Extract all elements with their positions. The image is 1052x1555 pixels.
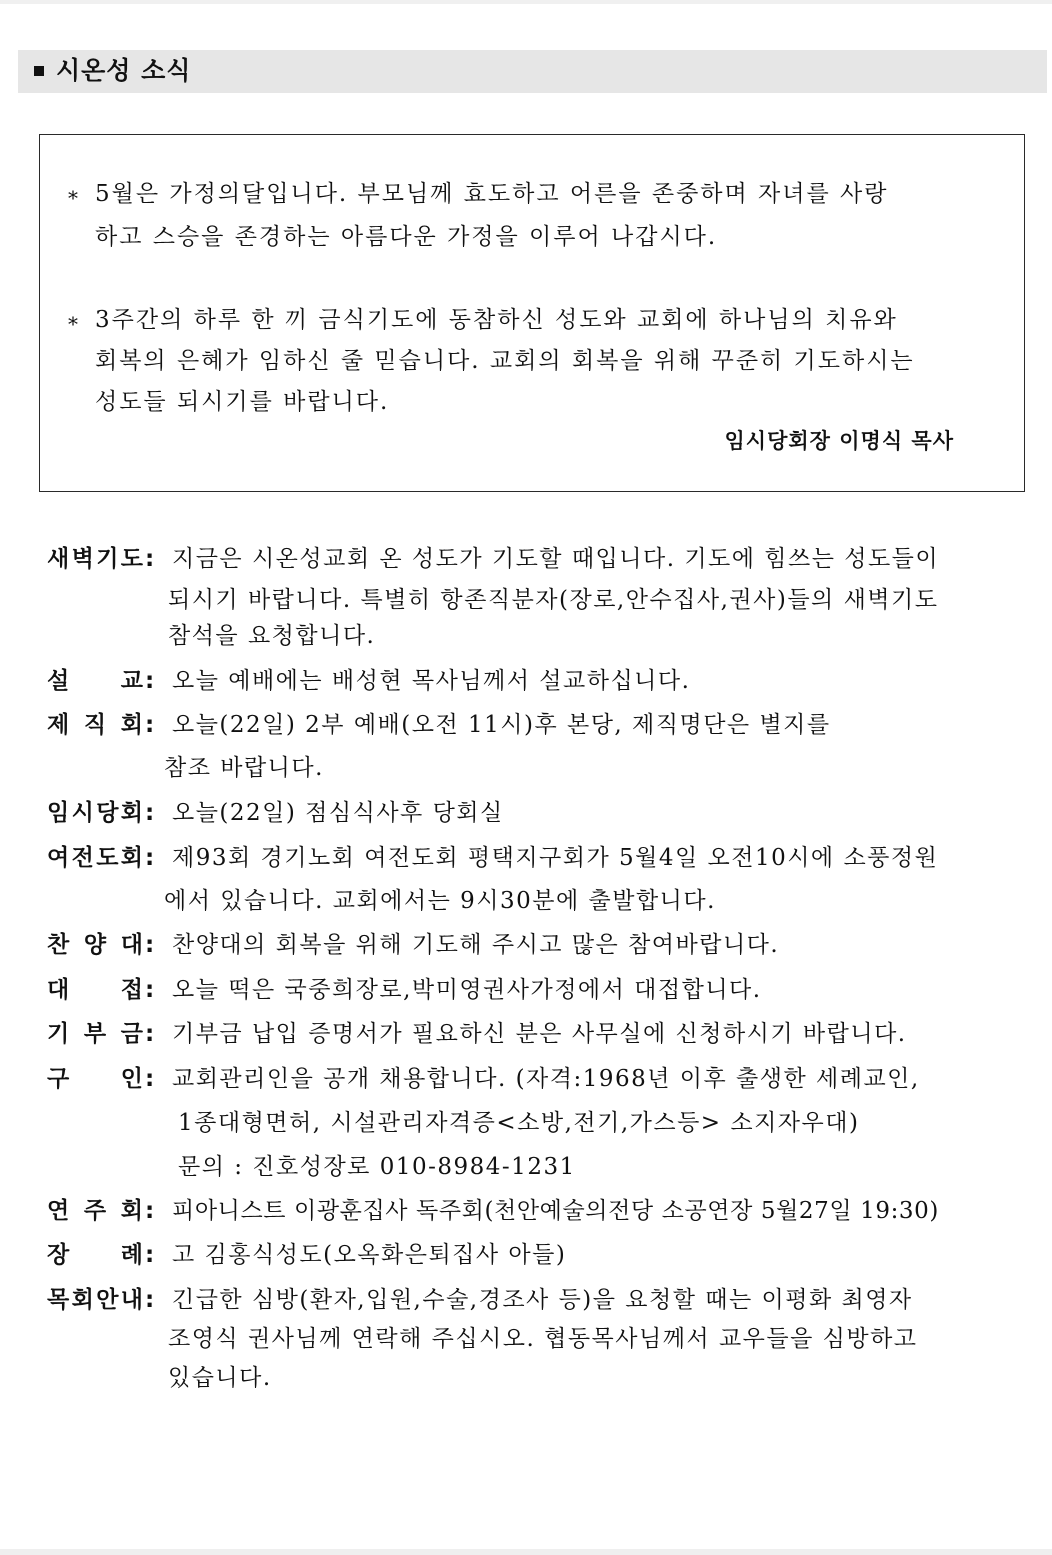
funeral-line1: 고 김홍식성도(오옥화은퇴집사 아들)	[172, 1242, 567, 1268]
notice-item2-line3: 성도들 되시기를 바랍니다.	[95, 389, 390, 415]
session-meeting-line1: 오늘(22일) 점심식사후 당회실	[172, 800, 504, 826]
section-title: 시온성 소식	[56, 56, 192, 85]
label-donation: 기 부 금 :	[47, 1021, 155, 1047]
officers-meeting-line2: 참조 바랍니다.	[164, 755, 324, 781]
asterisk-bullet-icon: *	[68, 186, 78, 210]
recruitment-line3: 문의 : 진호성장로 010-8984-1231	[178, 1154, 576, 1180]
donation-line1: 기부금 납입 증명서가 필요하신 분은 사무실에 신청하시기 바랍니다.	[172, 1021, 907, 1047]
dawn-prayer-line1: 지금은 시온성교회 온 성도가 기도할 때입니다. 기도에 힘쓰는 성도들이	[172, 546, 940, 572]
top-edge	[0, 0, 1052, 4]
recital-line1: 피아니스트 이광훈집사 독주회(천안예술의전당 소공연장 5월27일 19:30)	[172, 1198, 939, 1224]
hospitality-line1: 오늘 떡은 국중희장로,박미영권사가정에서 대접합니다.	[172, 977, 762, 1003]
label-choir: 찬 양 대 :	[47, 932, 155, 958]
officers-meeting-line1: 오늘(22일) 2부 예배(오전 11시)후 본당, 제직명단은 별지를	[172, 712, 831, 738]
dawn-prayer-line3: 참석을 요청합니다.	[168, 623, 376, 649]
pastoral-guide-line2: 조영식 권사님께 연락해 주십시오. 협동목사님께서 교우들을 심방하고	[168, 1326, 918, 1352]
section-header	[18, 50, 1047, 93]
label-sermon: 설 교 :	[47, 668, 155, 694]
notice-item2-line1: 3주간의 하루 한 끼 금식기도에 동참하신 성도와 교회에 하나님의 치유와	[95, 307, 898, 333]
bottom-edge	[0, 1549, 1052, 1555]
womens-association-line1: 제93회 경기노회 여전도회 평택지구회가 5월4일 오전10시에 소풍정원	[172, 845, 939, 871]
label-hospitality: 대 접 :	[47, 977, 155, 1003]
recruitment-line2: 1종대형면허, 시설관리자격증<소방,전기,가스등> 소지자우대)	[178, 1110, 860, 1136]
asterisk-bullet-icon: *	[68, 312, 78, 336]
label-funeral: 장 례 :	[47, 1242, 155, 1268]
notice-item1-line1: 5월은 가정의달입니다. 부모님께 효도하고 어른을 존중하며 자녀를 사랑	[95, 181, 889, 207]
label-recital: 연 주 회 :	[47, 1198, 155, 1224]
notice-item2-line2: 회복의 은혜가 임하신 줄 믿습니다. 교회의 회복을 위해 꾸준히 기도하시는	[95, 348, 915, 374]
choir-line1: 찬양대의 회복을 위해 기도해 주시고 많은 참여바랍니다.	[172, 932, 780, 958]
label-recruitment: 구 인 :	[47, 1066, 155, 1092]
label-officers-meeting: 제 직 회 :	[47, 712, 155, 738]
pastor-notice-box	[39, 134, 1025, 492]
sermon-line1: 오늘 예배에는 배성현 목사님께서 설교하십니다.	[172, 668, 691, 694]
womens-association-line2: 에서 있습니다. 교회에서는 9시30분에 출발합니다.	[164, 888, 716, 914]
label-session-meeting: 임 시 당 회 :	[47, 800, 155, 826]
dawn-prayer-line2: 되시기 바랍니다. 특별히 항존직분자(장로,안수집사,권사)들의 새벽기도	[168, 587, 939, 613]
label-dawn-prayer: 새 벽 기 도 :	[47, 546, 155, 572]
notice-signature: 임시당회장 이명식 목사	[724, 429, 954, 453]
pastoral-guide-line3: 있습니다.	[168, 1365, 272, 1391]
label-womens-association: 여 전 도 회 :	[47, 845, 155, 871]
label-pastoral-guide: 목 회 안 내 :	[47, 1287, 155, 1313]
recruitment-line1: 교회관리인을 공개 채용합니다. (자격:1968년 이후 출생한 세례교인,	[172, 1066, 920, 1092]
notice-item1-line2: 하고 스승을 존경하는 아름다운 가정을 이루어 나갑시다.	[95, 224, 718, 250]
pastoral-guide-line1: 긴급한 심방(환자,입원,수술,경조사 등)을 요청할 때는 이평화 최영자	[172, 1287, 913, 1313]
square-bullet-icon	[34, 66, 44, 76]
